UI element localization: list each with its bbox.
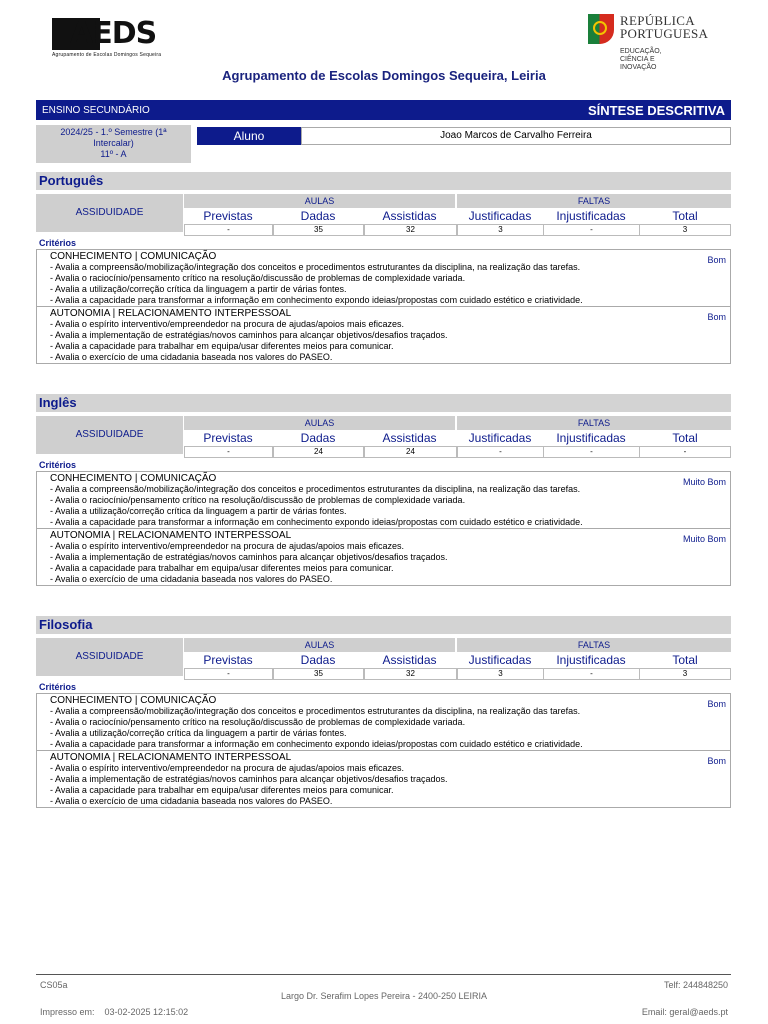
criterion-line: - Avalia o espírito interventivo/empreendedor na procura de ajudas/apoios mais eficazes.	[50, 763, 405, 773]
gov-line3: EDUCAÇÃO, CIÊNCIA E INOVAÇÃO	[620, 48, 662, 71]
document-banner	[36, 100, 731, 120]
val-injustificadas: -	[543, 224, 640, 236]
period-line2: Intercalar)	[93, 138, 134, 148]
criterion-line: - Avalia a compreensão/mobilização/integração dos conceitos e procedimentos estruturantes da disciplina, na realização das tarefas.	[50, 262, 581, 272]
criterion-line: - Avalia o raciocínio/pensamento crítico na resolução/discussão de problemas de complexidade variada.	[50, 273, 466, 283]
val-assistidas: 32	[364, 668, 457, 680]
criteria-box	[36, 249, 731, 364]
aulas-group-header: AULAS	[184, 416, 455, 430]
attendance-table	[36, 194, 731, 238]
subject-section	[36, 172, 731, 364]
col-justificadas: Justificadas	[468, 209, 532, 223]
col-justificadas: Justificadas	[468, 431, 532, 445]
criterion-line: - Avalia a compreensão/mobilização/integração dos conceitos e procedimentos estruturantes da disciplina, na realização das tarefas.	[50, 706, 581, 716]
criteria-label: Critérios	[39, 682, 77, 692]
criteria-box	[36, 693, 731, 808]
form-code: CS05a	[40, 980, 68, 990]
val-justificadas: -	[457, 446, 544, 458]
criterion-block	[37, 528, 730, 585]
criterion-line: - Avalia o espírito interventivo/empreendedor na procura de ajudas/apoios mais eficazes.	[50, 319, 405, 329]
col-assistidas: Assistidas	[382, 653, 437, 667]
criterion-line: - Avalia a capacidade para trabalhar em equipa/usar diferentes meios para comunicar.	[50, 785, 394, 795]
criterion-title: CONHECIMENTO | COMUNICAÇÃO	[50, 695, 217, 706]
criterion-title: AUTONOMIA | RELACIONAMENTO INTERPESSOAL	[50, 308, 292, 319]
footer-phone: Telf: 244848250	[663, 980, 728, 990]
val-dadas: 24	[273, 446, 364, 458]
criterion-line: - Avalia a implementação de estratégias/novos caminhos para alcançar objetivos/desafios traçados.	[50, 552, 448, 562]
col-assistidas: Assistidas	[382, 209, 437, 223]
subject-title: Português	[36, 172, 731, 190]
val-total: -	[639, 446, 731, 458]
footer-divider	[36, 974, 731, 975]
criterion-grade: Bom	[707, 756, 726, 766]
val-dadas: 35	[273, 224, 364, 236]
val-total: 3	[639, 224, 731, 236]
criteria-label: Critérios	[39, 238, 77, 248]
col-dadas: Dadas	[300, 209, 336, 223]
criterion-line: - Avalia a capacidade para trabalhar em equipa/usar diferentes meios para comunicar.	[50, 563, 394, 573]
gov-line1: REPÚBLICA	[620, 13, 695, 28]
criterion-block	[37, 250, 730, 306]
faltas-group-header: FALTAS	[457, 194, 731, 208]
logo-subtitle: Agrupamento de Escolas Domingos Sequeira	[52, 52, 162, 58]
col-total: Total	[672, 209, 698, 223]
val-assistidas: 32	[364, 224, 457, 236]
flag-icon	[588, 14, 614, 44]
val-previstas: -	[184, 224, 273, 236]
criterion-block	[37, 694, 730, 750]
criterion-block	[37, 472, 730, 528]
printed-date	[40, 1007, 188, 1017]
faltas-group-header: FALTAS	[457, 638, 731, 652]
attendance-label: ASSIDUIDADE	[36, 194, 183, 232]
criterion-title: CONHECIMENTO | COMUNICAÇÃO	[50, 251, 217, 262]
subject-title: Filosofia	[36, 616, 731, 634]
criterion-line: - Avalia o espírito interventivo/empreendedor na procura de ajudas/apoios mais eficazes.	[50, 541, 405, 551]
criterion-line: - Avalia o raciocínio/pensamento crítico na resolução/discussão de problemas de complexidade variada.	[50, 495, 466, 505]
col-previstas: Previstas	[203, 209, 253, 223]
subject-title: Inglês	[36, 394, 731, 412]
aulas-group-header: AULAS	[184, 638, 455, 652]
col-justificadas: Justificadas	[468, 653, 532, 667]
val-previstas: -	[184, 668, 273, 680]
class-name: 11º - A	[100, 149, 127, 159]
criterion-line: - Avalia o exercício de uma cidadania baseada nos valores do PASEO.	[50, 352, 333, 362]
printed-value: 03-02-2025 12:15:02	[104, 1007, 189, 1017]
gov-line2: PORTUGUESA	[620, 26, 709, 41]
subject-section	[36, 616, 731, 808]
col-total: Total	[672, 431, 698, 445]
criterion-line: - Avalia a implementação de estratégias/novos caminhos para alcançar objetivos/desafios traçados.	[50, 330, 448, 340]
val-injustificadas: -	[543, 668, 640, 680]
col-dadas: Dadas	[300, 653, 336, 667]
val-total: 3	[639, 668, 731, 680]
document-type: SÍNTESE DESCRITIVA	[587, 102, 725, 118]
col-dadas: Dadas	[300, 431, 336, 445]
criteria-box	[36, 471, 731, 586]
col-total: Total	[672, 653, 698, 667]
criterion-line: - Avalia a compreensão/mobilização/integração dos conceitos e procedimentos estruturantes da disciplina, na realização das tarefas.	[50, 484, 581, 494]
criterion-line: - Avalia o exercício de uma cidadania baseada nos valores do PASEO.	[50, 574, 333, 584]
criterion-line: - Avalia a utilização/correção crítica da linguagem a partir de várias fontes.	[50, 728, 347, 738]
val-justificadas: 3	[457, 224, 544, 236]
footer-email: Email: geral@aeds.pt	[641, 1007, 728, 1017]
val-dadas: 35	[273, 668, 364, 680]
criterion-grade: Bom	[707, 312, 726, 322]
criterion-grade: Muito Bom	[682, 477, 726, 487]
school-logo	[52, 18, 192, 60]
val-previstas: -	[184, 446, 273, 458]
student-name: Joao Marcos de Carvalho Ferreira	[301, 127, 731, 145]
subject-section	[36, 394, 731, 586]
criterion-line: - Avalia a capacidade para transformar a informação em conhecimento expondo ideias/propostas com cuidado estético e criatividade.	[50, 295, 583, 305]
education-level: ENSINO SECUNDÁRIO	[42, 104, 150, 116]
col-injustificadas: Injustificadas	[556, 431, 626, 445]
attendance-label: ASSIDUIDADE	[36, 416, 183, 454]
col-previstas: Previstas	[203, 431, 253, 445]
criterion-grade: Muito Bom	[682, 534, 726, 544]
attendance-table	[36, 416, 731, 460]
col-previstas: Previstas	[203, 653, 253, 667]
criterion-block	[37, 750, 730, 807]
criterion-title: AUTONOMIA | RELACIONAMENTO INTERPESSOAL	[50, 752, 292, 763]
val-injustificadas: -	[543, 446, 640, 458]
criterion-line: - Avalia a utilização/correção crítica da linguagem a partir de várias fontes.	[50, 284, 347, 294]
val-justificadas: 3	[457, 668, 544, 680]
criterion-line: - Avalia a utilização/correção crítica da linguagem a partir de várias fontes.	[50, 506, 347, 516]
criterion-grade: Bom	[707, 255, 726, 265]
criterion-title: AUTONOMIA | RELACIONAMENTO INTERPESSOAL	[50, 530, 292, 541]
col-assistidas: Assistidas	[382, 431, 437, 445]
aulas-group-header: AULAS	[184, 194, 455, 208]
criterion-grade: Bom	[707, 699, 726, 709]
attendance-label: ASSIDUIDADE	[36, 638, 183, 676]
criterion-block	[37, 306, 730, 363]
criterion-line: - Avalia a implementação de estratégias/novos caminhos para alcançar objetivos/desafios traçados.	[50, 774, 448, 784]
period-line1: 2024/25 - 1.º Semestre (1ª	[60, 127, 167, 137]
student-label: Aluno	[197, 127, 301, 145]
school-title: Agrupamento de Escolas Domingos Sequeira, Leiria	[222, 68, 546, 83]
footer-address: Largo Dr. Serafim Lopes Pereira - 2400-250 LEIRIA	[280, 991, 488, 1001]
criterion-line: - Avalia a capacidade para transformar a informação em conhecimento expondo ideias/propostas com cuidado estético e criatividade.	[50, 739, 583, 749]
criterion-line: - Avalia o exercício de uma cidadania baseada nos valores do PASEO.	[50, 796, 333, 806]
criterion-line: - Avalia o raciocínio/pensamento crítico na resolução/discussão de problemas de complexidade variada.	[50, 717, 466, 727]
val-assistidas: 24	[364, 446, 457, 458]
faltas-group-header: FALTAS	[457, 416, 731, 430]
col-injustificadas: Injustificadas	[556, 653, 626, 667]
col-injustificadas: Injustificadas	[556, 209, 626, 223]
attendance-table	[36, 638, 731, 682]
criterion-line: - Avalia a capacidade para trabalhar em equipa/usar diferentes meios para comunicar.	[50, 341, 394, 351]
period-info	[36, 125, 191, 163]
criterion-line: - Avalia a capacidade para transformar a informação em conhecimento expondo ideias/propostas com cuidado estético e criatividade.	[50, 517, 583, 527]
government-logo	[588, 13, 738, 71]
logo-text: AEDS	[70, 16, 157, 51]
printed-label: Impresso em:	[40, 1007, 95, 1017]
criterion-title: CONHECIMENTO | COMUNICAÇÃO	[50, 473, 217, 484]
criteria-label: Critérios	[39, 460, 77, 470]
